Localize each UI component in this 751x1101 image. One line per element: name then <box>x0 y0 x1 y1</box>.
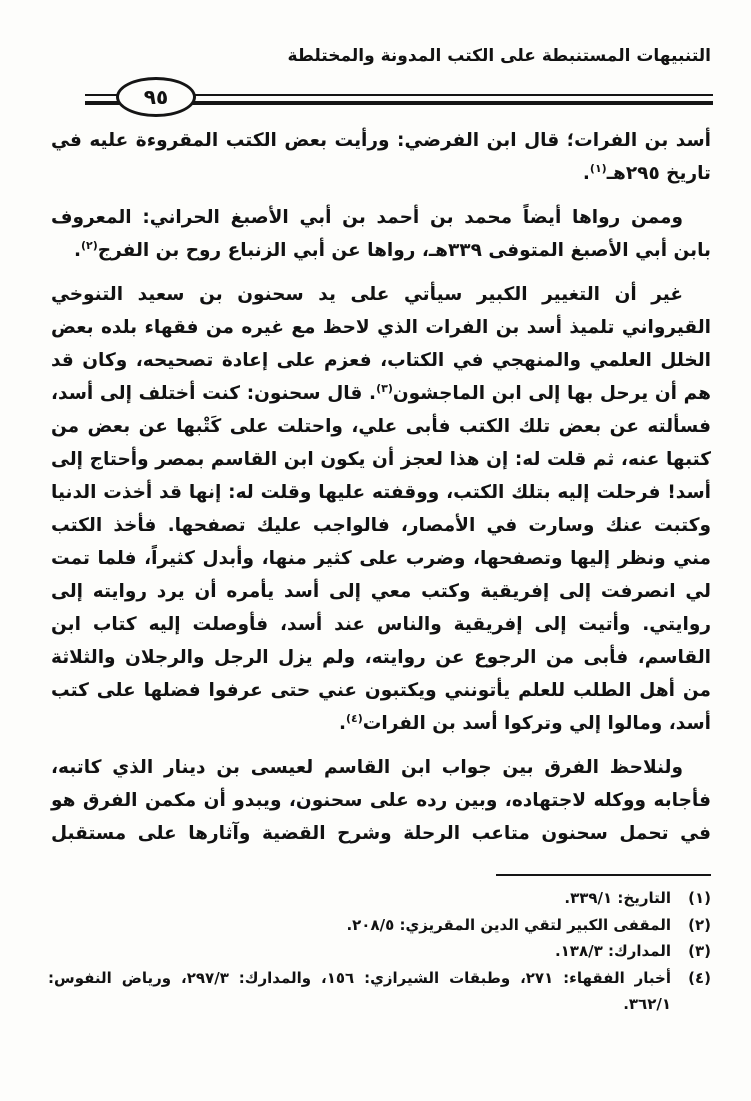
footnote-ref: (٤) <box>346 712 363 725</box>
footnote-text: المقفى الكبير لتقي الدين المقريزي: ٢٠٨/٥. <box>346 915 671 934</box>
body-paragraph: ولنلاحظ الفرق بين جواب ابن القاسم لعيسى بن دينار الذي كاتبه، فأجابه ووكله لاجتهاده، وبين رده على سحنون، ويبدو أن مكمن الفرق هو في تحمل سحنون متاعب الرحلة وشرح القضية وآثارها على مستقبل <box>51 757 711 844</box>
footnote-marker: (٢) <box>688 915 711 934</box>
footnote-text: التاريخ: ٣٣٩/١. <box>564 889 671 907</box>
footnote-list <box>48 885 711 1018</box>
body-paragraph: أسد بن الفرات؛ قال ابن الفرضي: ورأيت بعض الكتب المقروءة عليه في تاريخ ٢٩٥هـ$^{(١)}$. <box>51 130 711 184</box>
page-number-badge <box>116 77 196 117</box>
footnote-marker: (٣) <box>688 942 711 960</box>
footnote-item <box>48 965 711 1018</box>
page-header-title: التنبيهات المستنبطة على الكتب المدونة والمختلطة <box>287 46 711 66</box>
body-paragraph: وممن رواها أيضاً محمد بن أحمد بن أبي الأصبغ الحراني: المعروف بابن أبي الأصبغ المتوفى ٣٣٩هـ، رواها عن أبي الزنباع روح بن الفرج$^{(٢)}$. <box>51 207 711 261</box>
footnote-item <box>48 885 711 912</box>
footnote-item <box>48 912 711 939</box>
page-number: ٩٥ <box>143 85 169 109</box>
footnote-separator-rule <box>496 874 711 876</box>
footnote-ref: (٢) <box>81 239 98 252</box>
footnotes-section <box>48 874 711 1018</box>
body-paragraph: غير أن التغيير الكبير سيأتي على يد سحنون بن سعيد التنوخي القيرواني تلميذ أسد بن الفرات الذي لاحظ مع غيره من فقهاء بلده بعض الخلل العلمي والمنهجي في الكتاب، فعزم على إعادة تصحيحه، وكان قد هم أن يرحل بها إلى ابن الماجشون$^{(٣)}$. قال سحنون: كنت أختلف إلى أسد، فسألته عن بعض تلك الكتب فأبى علي، واحتلت على كَتْبها عن بعض من كتبها عنه، ثم قلت له: إن هذا لعجز أن يكون ابن القاسم بمصر وأحتاج إلى أسد! فرحلت إليه بتلك الكتب، ووقفته عليها وقلت له: إنها قد أخذت الدنيا وكتبت عنك وسارت في الأمصار، فالواجب عليك تصفحها. فأخذ الكتب مني ونظر إليها وتصفحها، وضرب على كثير منها، وأبدل كثيراً، فلما تمت لي انصرفت إلى إفريقية وكتب معي إلى أسد يأمره أن يرد روايته إلى روايتي. وأتيت إلى إفريقية والناس عند أسد، فأوصلت إليه كتاب ابن القاسم، فأبى من الرجوع عن روايته، ولم يزل الرجل والرجلان والثلاثة من أهل الطلب للعلم يأتونني ويكتبون عني حتى عرفوا فضلها على كتب أسد، ومالوا إلي وتركوا أسد بن الفرات$^{(٤)}$. <box>51 284 711 734</box>
body-text <box>51 124 711 861</box>
footnote-item <box>48 938 711 965</box>
footnote-text: المدارك: ١٣٨/٣. <box>554 942 671 960</box>
footnote-text: أخبار الفقهاء: ٢٧١، وطبقات الشيرازي: ١٥٦، والمدارك: ٢٩٧/٣، ورياض النفوس: ٣٦٢/١. <box>48 968 672 1013</box>
footnote-marker: (١) <box>688 889 711 907</box>
footnote-ref: (٣) <box>376 382 393 395</box>
footnote-ref: (١) <box>589 162 607 175</box>
footnote-marker: (٤) <box>688 968 711 987</box>
